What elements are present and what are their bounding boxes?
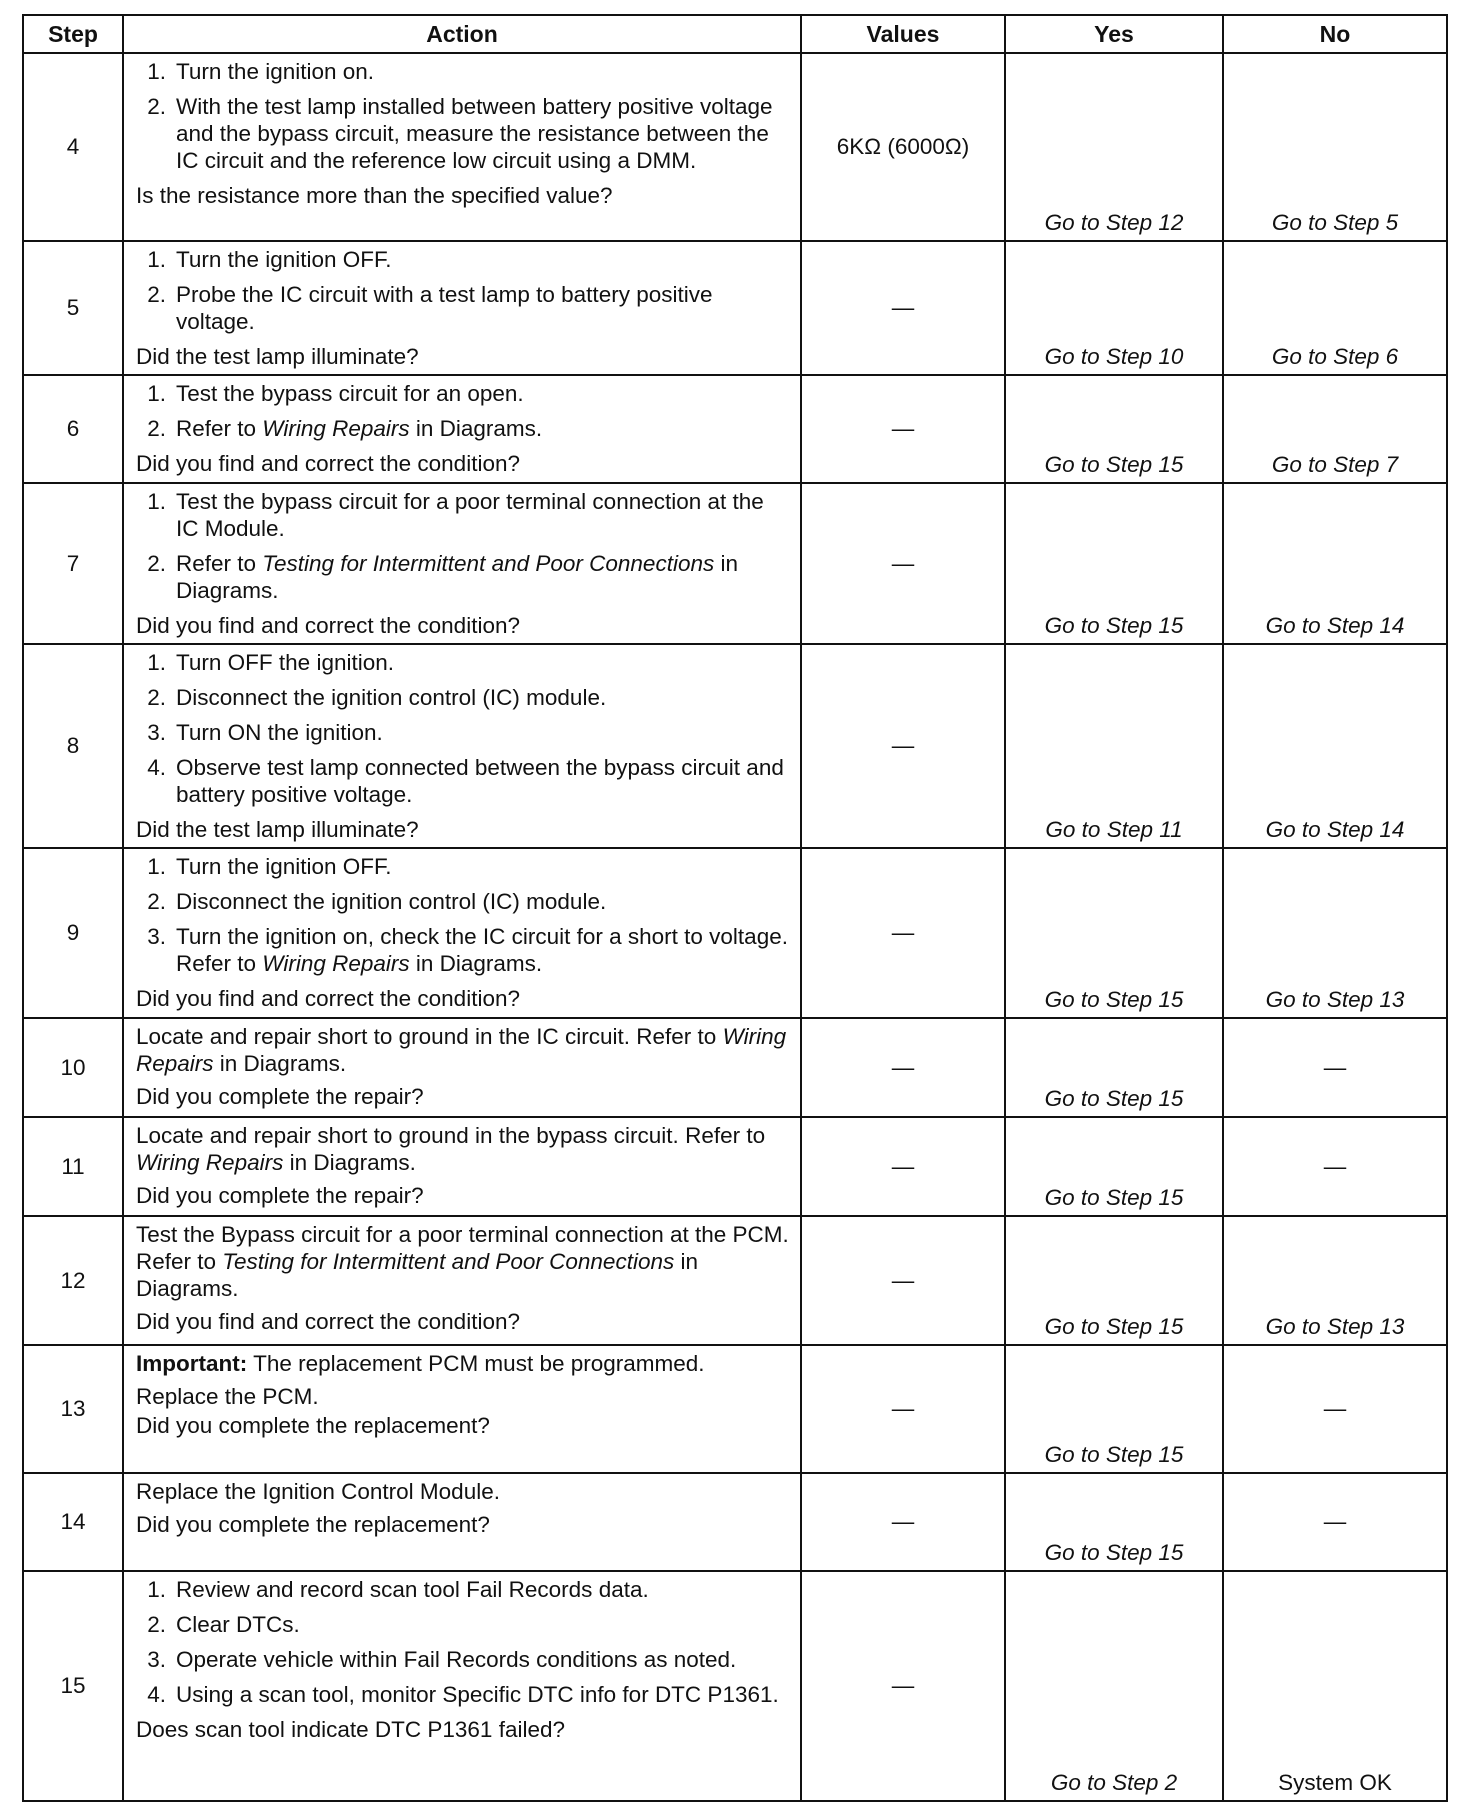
yes-link[interactable]: Go to Step 15 [1005,1345,1223,1473]
list-item [136,649,790,676]
step-number: 7 [23,483,123,644]
action-paragraph [136,1023,790,1077]
item-text: Observe test lamp connected between the bypass circuit and battery positive voltage. [176,755,784,807]
paragraph-text: Locate and repair short to ground in the IC circuit. Refer to [136,1024,723,1049]
item-text: Disconnect the ignition control (IC) module. [176,685,607,710]
header-action: Action [123,15,801,53]
list-item [136,684,790,711]
no-link[interactable]: Go to Step 5 [1223,53,1447,241]
item-number: 1. [147,1577,166,1602]
action-cell [123,644,801,848]
step-number: 8 [23,644,123,848]
reference-title: Wiring Repairs [262,416,410,441]
paragraph-text-post: in Diagrams. [283,1150,416,1175]
table-row [23,1117,1447,1216]
list-item [136,93,790,174]
item-text [176,550,790,604]
item-text [176,415,790,442]
item-number: 1. [147,59,166,84]
step-number: 15 [23,1571,123,1801]
table-row [23,1473,1447,1571]
header-yes: Yes [1005,15,1223,53]
list-item [136,923,790,977]
value-cell: — [801,1345,1005,1473]
important-note [136,1350,790,1377]
item-text: Probe the IC circuit with a test lamp to battery positive voltage. [176,282,713,334]
paragraph-text: Test the Bypass circuit for a poor terminal connection at the PCM. Refer to [136,1222,789,1274]
value-cell: — [801,483,1005,644]
reference-title: Testing for Intermittent and Poor Connections [262,551,715,576]
item-text-pre: Refer to [176,551,263,576]
item-text-post: in Diagrams. [409,416,543,441]
question-text: Did you find and correct the condition? [136,1309,520,1334]
question-text: Did you complete the replacement? [136,1512,490,1537]
item-number: 2. [147,94,166,119]
table-row [23,1216,1447,1345]
table-row [23,1345,1447,1473]
question-text: Is the resistance more than the specified value? [136,183,613,208]
question-text: Did you complete the replacement? [136,1413,490,1438]
item-number: 2. [147,416,166,441]
item-number: 2. [147,551,166,576]
item-text: Operate vehicle within Fail Records conditions as noted. [176,1647,737,1672]
no-result: System OK [1223,1571,1447,1801]
instruction-line: Replace the PCM. [136,1384,319,1409]
yes-link[interactable]: Go to Step 2 [1005,1571,1223,1801]
item-number: 1. [147,854,166,879]
list-item [136,1681,790,1708]
value-cell: — [801,1571,1005,1801]
yes-link[interactable]: Go to Step 15 [1005,848,1223,1018]
list-item [136,1646,790,1673]
yes-link[interactable]: Go to Step 12 [1005,53,1223,241]
item-number: 3. [147,1647,166,1672]
diagnostic-table [22,14,1448,1802]
action-cell [123,1345,801,1473]
item-text: Turn OFF the ignition. [176,650,395,675]
yes-link[interactable]: Go to Step 15 [1005,483,1223,644]
action-cell [123,483,801,644]
value-cell: — [801,1117,1005,1216]
no-value: — [1223,1018,1447,1117]
step-number: 12 [23,1216,123,1345]
action-cell [123,1571,801,1801]
item-text-pre: Refer to [176,416,263,441]
item-text: Turn the ignition OFF. [176,854,392,879]
item-text: Turn the ignition OFF. [176,247,392,272]
reference-title: Wiring Repairs [262,951,410,976]
action-cell [123,1117,801,1216]
list-item [136,719,790,746]
action-cell [123,53,801,241]
action-cell [123,1018,801,1117]
list-item [136,58,790,85]
question-text: Did you complete the repair? [136,1084,424,1109]
item-text: Turn the ignition on. [176,59,375,84]
yes-link[interactable]: Go to Step 15 [1005,1018,1223,1117]
value-cell: — [801,644,1005,848]
step-number: 4 [23,53,123,241]
item-number: 1. [147,650,166,675]
yes-link[interactable]: Go to Step 10 [1005,241,1223,375]
item-number: 3. [147,720,166,745]
step-number: 13 [23,1345,123,1473]
value-cell: — [801,1018,1005,1117]
list-item [136,380,790,407]
table-row [23,848,1447,1018]
question-text: Did the test lamp illuminate? [136,817,419,842]
item-text: Test the bypass circuit for a poor terminal connection at the IC Module. [176,489,764,541]
item-number: 2. [147,282,166,307]
item-text: Using a scan tool, monitor Specific DTC info for DTC P1361. [176,1682,779,1707]
no-value: — [1223,1473,1447,1571]
item-number: 2. [147,685,166,710]
yes-link[interactable]: Go to Step 15 [1005,375,1223,483]
step-number: 5 [23,241,123,375]
item-text [176,923,790,977]
question-text: Did you find and correct the condition? [136,451,520,476]
diagnostic-table-page [22,14,1446,1802]
item-text-post: in Diagrams. [409,951,543,976]
action-cell [123,848,801,1018]
step-number: 9 [23,848,123,1018]
list-item [136,1611,790,1638]
header-values: Values [801,15,1005,53]
no-link[interactable]: Go to Step 7 [1223,375,1447,483]
list-item [136,415,790,442]
step-number: 14 [23,1473,123,1571]
table-row [23,1018,1447,1117]
value-cell: — [801,375,1005,483]
question-text: Did the test lamp illuminate? [136,344,419,369]
no-link[interactable]: Go to Step 6 [1223,241,1447,375]
action-cell [123,1473,801,1571]
question-text: Did you complete the repair? [136,1183,424,1208]
list-item [136,550,790,604]
important-label: Important: [136,1351,248,1376]
item-number: 1. [147,489,166,514]
item-number: 2. [147,889,166,914]
list-item [136,888,790,915]
value-cell: — [801,1216,1005,1345]
step-number: 11 [23,1117,123,1216]
item-text: With the test lamp installed between battery positive voltage and the bypass circuit, measure the resistance between the IC circuit and the reference low circuit using a DMM. [176,94,773,173]
item-text-post: in Diagrams. [176,551,738,603]
item-text: Review and record scan tool Fail Records data. [176,1577,649,1602]
question-text: Did you find and correct the condition? [136,613,520,638]
table-row [23,483,1447,644]
item-number: 4. [147,1682,166,1707]
table-header-row [23,15,1447,53]
paragraph-text-post: in Diagrams. [213,1051,347,1076]
table-row [23,644,1447,848]
important-text: The replacement PCM must be programmed. [247,1351,705,1376]
list-item [136,754,790,808]
header-step: Step [23,15,123,53]
table-row [23,241,1447,375]
value-cell: — [801,1473,1005,1571]
list-item [136,488,790,542]
item-number: 2. [147,1612,166,1637]
header-no: No [1223,15,1447,53]
paragraph-text: Locate and repair short to ground in the bypass circuit. Refer to [136,1123,766,1148]
value-cell: — [801,241,1005,375]
no-link[interactable]: Go to Step 14 [1223,644,1447,848]
action-cell [123,1216,801,1345]
yes-link[interactable]: Go to Step 15 [1005,1117,1223,1216]
yes-link[interactable]: Go to Step 15 [1005,1473,1223,1571]
item-text-pre: Turn the ignition on, check the IC circuit for a short to voltage. Refer to [176,924,788,976]
item-number: 4. [147,755,166,780]
step-number: 6 [23,375,123,483]
item-text: Turn ON the ignition. [176,720,383,745]
value-cell: — [801,848,1005,1018]
no-link[interactable]: Go to Step 14 [1223,483,1447,644]
instruction-line: Replace the Ignition Control Module. [136,1479,500,1504]
no-link[interactable]: Go to Step 13 [1223,848,1447,1018]
paragraph-text-post: in Diagrams. [136,1249,698,1301]
step-number: 10 [23,1018,123,1117]
reference-title: Wiring Repairs [136,1150,284,1175]
action-paragraph [136,1122,790,1176]
item-number: 3. [147,924,166,949]
no-link[interactable]: Go to Step 13 [1223,1216,1447,1345]
list-item [136,1576,790,1603]
no-value: — [1223,1117,1447,1216]
reference-title: Testing for Intermittent and Poor Connections [222,1249,675,1274]
item-text: Clear DTCs. [176,1612,300,1637]
no-value: — [1223,1345,1447,1473]
item-text: Disconnect the ignition control (IC) module. [176,889,607,914]
yes-link[interactable]: Go to Step 11 [1005,644,1223,848]
yes-link[interactable]: Go to Step 15 [1005,1216,1223,1345]
reference-title: Wiring Repairs [136,1024,787,1076]
action-cell [123,375,801,483]
item-number: 1. [147,381,166,406]
item-number: 1. [147,247,166,272]
item-text: Test the bypass circuit for an open. [176,381,524,406]
question-text: Does scan tool indicate DTC P1361 failed? [136,1717,565,1742]
action-paragraph [136,1221,790,1302]
action-cell [123,241,801,375]
list-item [136,281,790,335]
table-row [23,53,1447,241]
question-text: Did you find and correct the condition? [136,986,520,1011]
value-cell: 6KΩ (6000Ω) [801,53,1005,241]
list-item [136,246,790,273]
table-row [23,1571,1447,1801]
table-row [23,375,1447,483]
list-item [136,853,790,880]
